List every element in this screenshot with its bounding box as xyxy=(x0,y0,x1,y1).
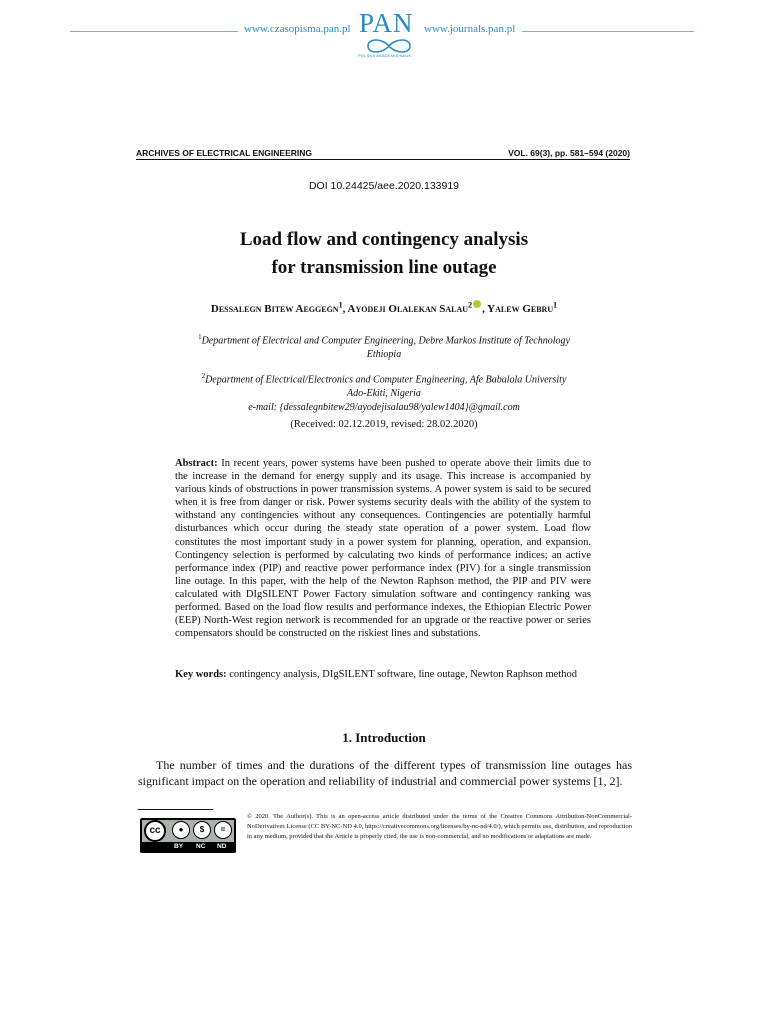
affiliation-1 xyxy=(150,330,618,362)
doi[interactable]: DOI 10.24425/aee.2020.133919 xyxy=(308,180,460,192)
pan-logo-subtext: POLSKA AKADEMIA NAUK xyxy=(358,53,412,58)
license-text: © 2020. The Author(s). This is an open-access article distributed under the terms of the Creative Commons Attribution-NonCommercial-NoDerivatives License (CC BY-NC-ND 4.0, https://creativecommons.org/licenses/by-nc-nd/4.0/), which permits use, distribution, and reproduction in any medium, provided that the Article is properly cited, the use is non-commercial, and no modifications or adaptations are made. xyxy=(247,813,632,841)
author-affil-sup: 1 xyxy=(553,300,558,310)
affiliation-2 xyxy=(150,369,618,415)
header-rule-left xyxy=(70,31,238,32)
affil-sup: 1 xyxy=(198,333,202,341)
affil-line: Department of Electrical and Computer Engineering, Debre Markos Institute of Technology xyxy=(201,335,570,347)
pan-logo xyxy=(356,8,422,64)
email-line[interactable]: e-mail: {dessalegnbitew29/ayodejisalau98/yalew1404}@gmail.com xyxy=(248,402,520,414)
author-list: Dessalegn Bitew Aeggegn$^1$, Ayodeji Olalekan Salau$^2$ , Yalew Gebru$^1$ xyxy=(210,300,558,315)
abstract-label: Abstract: xyxy=(175,458,218,469)
author-name: Yalew Gebru xyxy=(487,303,554,315)
intro-paragraph: The number of times and the durations of the different types of transmission line outages has significant impact on the operation and reliability of industrial and commercial power systems [1, 2]. xyxy=(138,758,632,789)
volume-info: VOL. 69(3), pp. 581–594 (2020) xyxy=(508,148,630,158)
header-url-right[interactable]: www.journals.pan.pl xyxy=(424,23,516,35)
cc-label-nc: NC xyxy=(196,843,206,850)
affil-line: Ethiopia xyxy=(366,349,402,361)
cc-label-by: BY xyxy=(174,843,184,850)
attribution-icon: ● xyxy=(172,821,190,839)
noderivatives-icon: = xyxy=(214,821,232,839)
keywords xyxy=(175,668,591,681)
infinity-icon xyxy=(360,38,418,54)
keywords-text: contingency analysis, DIgSILENT software, line outage, Newton Raphson method xyxy=(229,669,577,680)
journal-name: ARCHIVES OF ELECTRICAL ENGINEERING xyxy=(136,148,312,158)
orcid-icon[interactable] xyxy=(473,300,481,308)
cc-license-badge[interactable] xyxy=(140,818,236,853)
author-name: Ayodeji Olalekan Salau xyxy=(347,303,469,315)
header-divider xyxy=(136,159,630,160)
paper-title xyxy=(0,226,768,282)
author-affil-sup: 2 xyxy=(468,300,473,310)
received-dates: (Received: 02.12.2019, revised: 28.02.2020) xyxy=(290,419,478,430)
header-url-left[interactable]: www.czasopisma.pan.pl xyxy=(244,23,351,35)
footnote-rule xyxy=(138,809,213,810)
title-line-2: for transmission line outage xyxy=(271,257,497,278)
pan-logo-text: PAN xyxy=(359,8,414,38)
title-line-1: Load flow and contingency analysis xyxy=(239,229,529,250)
cc-icon: cc xyxy=(144,820,166,842)
noncommercial-icon: $ xyxy=(193,821,211,839)
section-heading: 1. Introduction xyxy=(342,730,426,745)
abstract xyxy=(175,457,591,640)
affil-line: Department of Electrical/Electronics and Computer Engineering, Afe Babalola University xyxy=(205,374,567,386)
affil-line: Ado-Ekiti, Nigeria xyxy=(347,388,421,400)
cc-label-nd: ND xyxy=(217,843,227,850)
abstract-text: In recent years, power systems have been pushed to operate above their limits due to the increase in the demand for energy supply and its usage. This increase is accompanied by various kinds of obstructions in power transmission systems. A power system is said to be secured when it is free from danger or risk. Power systems security deals with the ability of the system to withstand any contingencies without any consequences. Contingencies are potentially harmful disturbances which occur during the steady state operation of a power system. Load flow constitutes the most important study in a power system for planning, operation, and expansion. Contingency selection is performed by calculating two kinds of performance indices; an active performance index (PIP) and reactive power performance index (PIV) for a single transmission line outage. In this paper, with the help of the Newton Raphson method, the PIP and PIV were calculated with DIgSILENT Power Factory simulation software and contingency ranking was performed. Based on the load flow results and performance indexes, the Ethiopian Electric Power (EEP) North-West region network is recommended for an upgrade or the reactive power or series compensators should be constructed on the riskiest lines and substations. xyxy=(175,458,591,640)
keywords-label: Key words: xyxy=(175,669,227,680)
author-name: Dessalegn Bitew Aeggegn xyxy=(210,303,339,315)
affil-sup: 2 xyxy=(201,372,206,380)
author-affil-sup: 1 xyxy=(338,300,343,310)
header-rule-right xyxy=(522,31,694,32)
